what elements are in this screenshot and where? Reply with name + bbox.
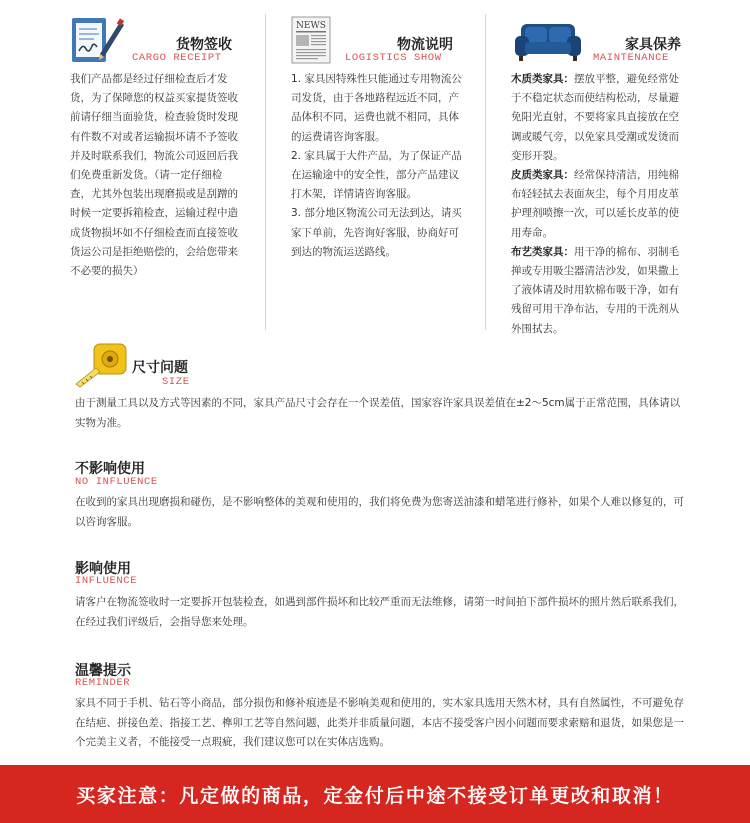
- no-influence-subtitle: NO INFLUENCE: [75, 476, 158, 488]
- reminder-subtitle: REMINDER: [75, 677, 131, 689]
- column-divider: [265, 14, 266, 330]
- sofa-icon: [511, 14, 585, 70]
- logistics-title: 物流说明: [397, 37, 453, 53]
- reminder-text: 家具不同于手机、钻石等小商品，部分损伤和修补痕迹是不影响美观和使用的，实木家具选用天然木材，具有自然属性，不可避免存在结疤、拼接色差、指接工艺、榫卯工艺等自然问题，此类并非质量问题，本店不接受客户因小问题而要求索赔和退货，如果您是一个完美主义者，不能接受一点瑕疵，我们建议您可以在实体店选购。: [75, 697, 684, 748]
- logistics-text: [291, 70, 463, 262]
- logistics-paragraph-3: 3. 部分地区物流公司无法到达，请买家下单前，先咨询好客服，协商好可到达的物流运送路线。: [291, 207, 462, 258]
- signature-document-icon: [70, 14, 126, 70]
- cargo-receipt-text: [70, 70, 242, 281]
- column-divider: [485, 14, 486, 330]
- influence-text: 请客户在物流签收时一定要拆开包装检查，如遇到部件损坏和比较严重而无法维修，请第一时间拍下部件损坏的照片然后联系我们，在经过我们评级后，会指导您来处理。: [75, 596, 684, 628]
- maintenance-item-text: 经常保持清洁，用纯棉布轻轻拭去表面灰尘，每个月用皮革护理剂喷擦一次，可以延长皮革的使用寿命。: [511, 169, 679, 239]
- notice-banner-text: 买家注意：凡定做的商品，定金付后中途不接受订单更改和取消！: [76, 784, 674, 807]
- maintenance-column: [511, 14, 683, 339]
- maintenance-item-text: 用干净的棉布、羽制毛掸或专用吸尘器清洁沙发，如果撒上了液体请及时用软棉布吸干净，如有残留可用干净布沾，专用的干洗剂从外围拭去。: [511, 245, 679, 335]
- logistics-header: [291, 14, 463, 70]
- maintenance-text: [511, 70, 683, 339]
- cargo-receipt-column: [70, 14, 242, 281]
- maintenance-item-leather: [511, 166, 683, 243]
- size-subtitle: SIZE: [162, 376, 190, 388]
- maintenance-item-wood: [511, 70, 683, 166]
- logistics-paragraph-1: 1. 家具因特殊性只能通过专用物流公司发货，由于各地路程远近不同，产品体积不同，运费也就不相同，具体的运费请咨询客服。: [291, 73, 462, 143]
- size-text: 由于测量工具以及方式等因素的不同，家具产品尺寸会存在一个误差值，国家容许家具误差值在±2～5cm属于正常范围，具体请以实物为准。: [75, 397, 681, 429]
- logistics-column: [291, 14, 463, 262]
- cargo-receipt-paragraph: 我们产品都是经过仔细检查后才发货，为了保障您的权益买家提货签收前请仔细当面验货，检查验货时发现有件数不对或者运输损坏请不予签收并及时联系我们，物流公司返回后我们免费重新发货。（请一定仔细检查，尤其外包装出现磨损或是刮蹭的时候一定要拆箱检查，运输过程中造成货物损坏如不仔细检查而直接签收货运公司是拒绝赔偿的，会给您带来不必要的损失）: [70, 73, 238, 278]
- maintenance-header: [511, 14, 683, 70]
- logistics-subtitle: LOGISTICS SHOW: [345, 52, 442, 64]
- cargo-receipt-title: 货物签收: [176, 37, 232, 53]
- maintenance-item-key: 布艺类家具：: [511, 245, 574, 258]
- no-influence-text: 在收到的家具出现磨损和碰伤，是不影响整体的美观和使用的，我们将免费为您寄送油漆和蜡笔进行修补，如果个人难以修复的，可以咨询客服。: [75, 496, 684, 528]
- influence-title: 影响使用: [75, 561, 131, 577]
- influence-subtitle: INFLUENCE: [75, 575, 138, 587]
- notice-banner: [0, 765, 750, 823]
- tape-measure-icon: [74, 340, 130, 392]
- reminder-title: 温馨提示: [75, 663, 131, 679]
- logistics-paragraph-2: 2. 家具属于大件产品，为了保证产品在运输途中的安全性，部分产品建议打木架，详情请咨询客服。: [291, 149, 462, 201]
- newspaper-icon: [291, 14, 335, 70]
- maintenance-item-key: 皮质类家具：: [511, 169, 574, 182]
- news-label: NEWS: [296, 21, 326, 31]
- size-title: 尺寸问题: [132, 360, 188, 376]
- maintenance-item-key: 木质类家具：: [511, 73, 574, 85]
- cargo-receipt-header: [70, 14, 242, 70]
- maintenance-title: 家具保养: [625, 37, 681, 53]
- maintenance-item-text: 摆放平整，避免经常处于不稳定状态而使结构松动，尽量避免阳光直射，不要将家具直接放在空调或暖气旁，以免家具受潮或发烫而变形开裂。: [511, 73, 679, 162]
- maintenance-item-fabric: [511, 243, 683, 339]
- no-influence-title: 不影响使用: [75, 461, 145, 477]
- cargo-receipt-subtitle: CARGO RECEIPT: [132, 52, 222, 64]
- maintenance-subtitle: MAINTENANCE: [593, 52, 669, 64]
